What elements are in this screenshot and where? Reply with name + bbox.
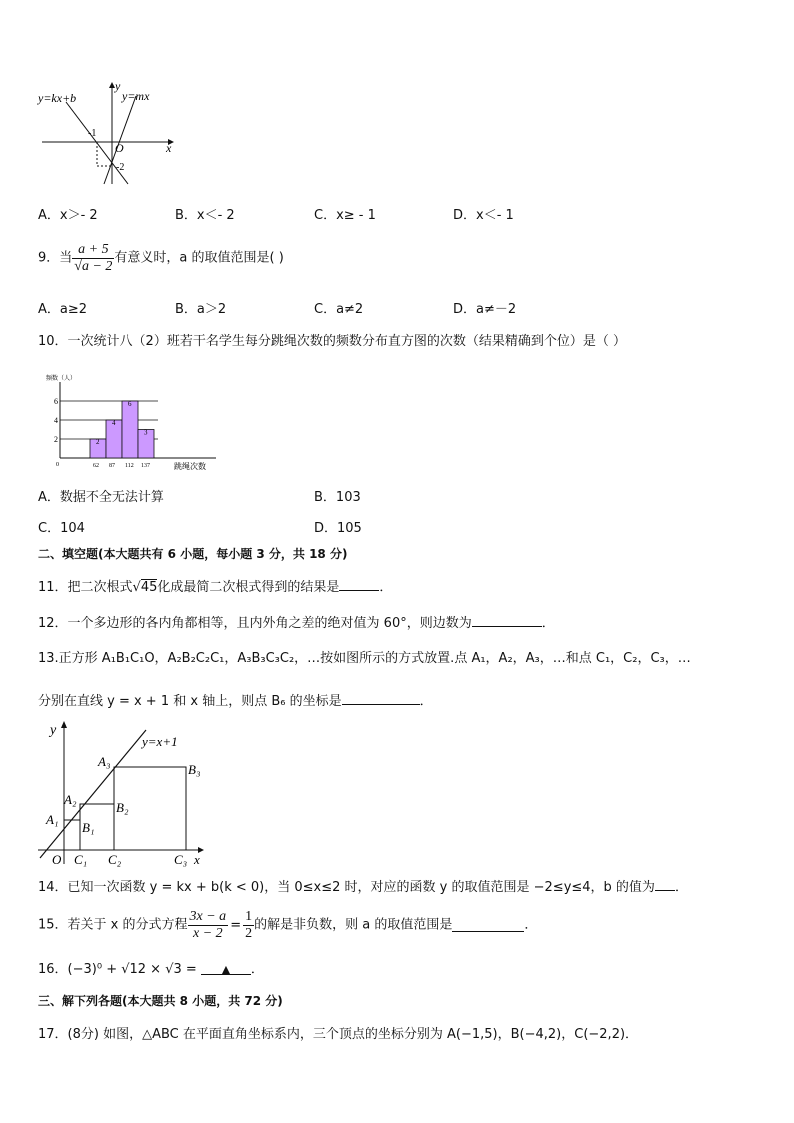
label-x: x — [194, 852, 200, 867]
histogram-category-label: 87 — [109, 463, 115, 469]
q12-text: 12．一个多边形的各内角都相等，且内外角之差的绝对值为 60°，则边数为 — [38, 616, 472, 631]
section2-heading: 二、填空题(本大题共有 6 小题，每小题 3 分，共 18 分) — [38, 547, 348, 561]
histogram-bar-value: 3 — [144, 428, 148, 437]
q14-text: 14．已知一次函数 y = kx + b(k < 0)，当 0≤x≤2 时，对应的函数 y 的取值范围是 −2≤y≤4，b 的值为 — [38, 880, 655, 895]
q16-answer-blank — [201, 962, 251, 975]
label-a3: A₃ — [98, 754, 111, 769]
q15-equals: = — [230, 917, 242, 933]
label-mx: y=mx — [122, 89, 150, 103]
label-minus1: -1 — [88, 128, 97, 139]
section3-heading: 三、解下列各题(本大题共 8 小题，共 72 分) — [38, 994, 283, 1008]
histogram-bar-value: 6 — [128, 400, 132, 408]
q15-answer-blank — [452, 919, 524, 932]
q15-rhs-fraction — [243, 909, 254, 942]
q11-end: ． — [379, 580, 393, 595]
q9-frac-denominator: √a − 2 — [74, 259, 113, 274]
q15-end: ． — [524, 917, 538, 933]
histogram-xlabel: 跳绳次数 — [174, 462, 206, 471]
histogram-ytick-label: 6 — [54, 397, 58, 406]
label-c3: C₃ — [174, 852, 188, 867]
q10-option-c: C．104 — [38, 521, 85, 536]
label-line: y=x+1 — [142, 734, 178, 749]
q9-stem — [38, 242, 284, 282]
histogram-category-label: 112 — [125, 463, 134, 469]
histogram-ytick-label: 2 — [54, 435, 58, 444]
q10-option-b: B．103 — [314, 490, 361, 505]
q11-text-b: 化成最简二次根式得到的结果是 — [157, 580, 340, 595]
q13-line2 — [38, 692, 433, 710]
q10-stem: 10．一次统计八（2）班若干名学生每分跳绳次数的频数分布直方图的次数（结果精确到个位）是（ ） — [38, 334, 626, 349]
q12-end: ． — [541, 616, 555, 631]
histogram-ytick-label: 0 — [56, 462, 59, 468]
square-1 — [64, 820, 80, 850]
label-b2: B₂ — [116, 800, 129, 815]
label-y: y — [50, 723, 57, 738]
q8-option-a: A．x＞- 2 — [38, 208, 98, 223]
label-a2: A₂ — [64, 792, 77, 807]
q13-answer-blank — [342, 692, 420, 705]
triangle-mark-icon: ▲ — [221, 963, 231, 976]
q9-fraction — [72, 242, 114, 275]
q16 — [38, 962, 264, 978]
q13-text: 分别在直线 y = x + 1 和 x 轴上，则点 B₆ 的坐标是 — [38, 694, 342, 709]
q11-radicand: 45 — [140, 580, 158, 595]
y-axis-arrow — [61, 721, 67, 728]
q9-option-d: D．a≠－2 — [453, 302, 517, 317]
q8-graph-figure — [36, 80, 186, 190]
sqrt-icon: √ — [132, 580, 141, 595]
q13-line1: 13.正方形 A₁B₁C₁O，A₂B₂C₂C₁，A₃B₃C₃C₂，…按如图所示的方式放置.点 A₁，A₂，A₃，…和点 C₁，C₂，C₃，… — [38, 651, 691, 666]
q14-end: ． — [674, 880, 688, 895]
q13-end: ． — [419, 694, 433, 709]
histogram-category-label: 137 — [141, 463, 150, 469]
sqrt-icon: √ — [74, 259, 82, 274]
q15-lhs-fraction — [188, 909, 229, 942]
label-c2: C₂ — [108, 852, 122, 867]
q8-option-d: D．x＜- 1 — [453, 208, 514, 223]
q9-option-b: B．a＞2 — [175, 302, 227, 317]
label-x: x — [166, 141, 172, 155]
label-b3: B₃ — [188, 762, 201, 777]
q15-lhs-numerator: 3x − a — [189, 909, 227, 924]
q13-squares-figure — [34, 718, 212, 868]
q16-text: 16．(−3)⁰ + √12 × √3 = — [38, 962, 197, 977]
line-y-x-plus-1 — [40, 730, 146, 858]
histogram-chart — [44, 370, 224, 478]
label-c1: C₁ — [74, 852, 88, 867]
q12 — [38, 614, 555, 632]
label-origin: O — [115, 141, 124, 155]
q9-frac-numerator: a + 5 — [78, 242, 109, 257]
label-minus2: -2 — [116, 162, 125, 173]
histogram-ytick-label: 4 — [54, 416, 58, 425]
histogram-bar-value: 4 — [112, 419, 116, 427]
q9-number: 9．当 — [38, 250, 73, 266]
q15-lhs-denominator: x − 2 — [188, 925, 229, 942]
label-y: y — [115, 80, 121, 93]
q15 — [38, 909, 537, 949]
q10-option-d: D．105 — [314, 521, 362, 536]
histogram-bar-value: 2 — [96, 438, 100, 446]
q11-answer-blank — [339, 578, 379, 591]
q8-option-b: B．x＜- 2 — [175, 208, 235, 223]
q15-text-b: 的解是非负数，则 a 的取值范围是 — [254, 917, 453, 933]
q14-answer-blank — [655, 878, 675, 891]
label-kx-b: y=kx+b — [38, 91, 77, 105]
q11-text-a: 11．把二次根式 — [38, 580, 133, 595]
q15-text-a: 15．若关于 x 的分式方程 — [38, 917, 188, 933]
label-b1: B₁ — [82, 820, 95, 835]
q10-option-a: A．数据不全无法计算 — [38, 490, 164, 505]
histogram-category-label: 62 — [93, 463, 99, 469]
q9-option-c: C．a≠2 — [314, 302, 364, 317]
q14 — [38, 878, 688, 896]
q9-rest: 有意义时，a 的取值范围是( ) — [114, 250, 284, 266]
q8-option-c: C．x≥ - 1 — [314, 208, 376, 223]
q17-stem: 17．(8分) 如图，△ABC 在平面直角坐标系内，三个顶点的坐标分别为 A(−1,5)，B(−4,2)，C(−2,2)． — [38, 1027, 639, 1042]
q9-option-a: A．a≥2 — [38, 302, 88, 317]
q11 — [38, 578, 392, 596]
q16-end: ． — [250, 962, 264, 977]
histogram-ylabel: 频数（人） — [46, 376, 77, 382]
label-origin: O — [52, 852, 62, 867]
histogram-bar — [122, 401, 138, 458]
q15-rhs-numerator: 1 — [245, 909, 253, 924]
q12-answer-blank — [472, 614, 542, 627]
q15-rhs-denominator: 2 — [245, 926, 253, 941]
label-a1: A₁ — [46, 812, 59, 827]
